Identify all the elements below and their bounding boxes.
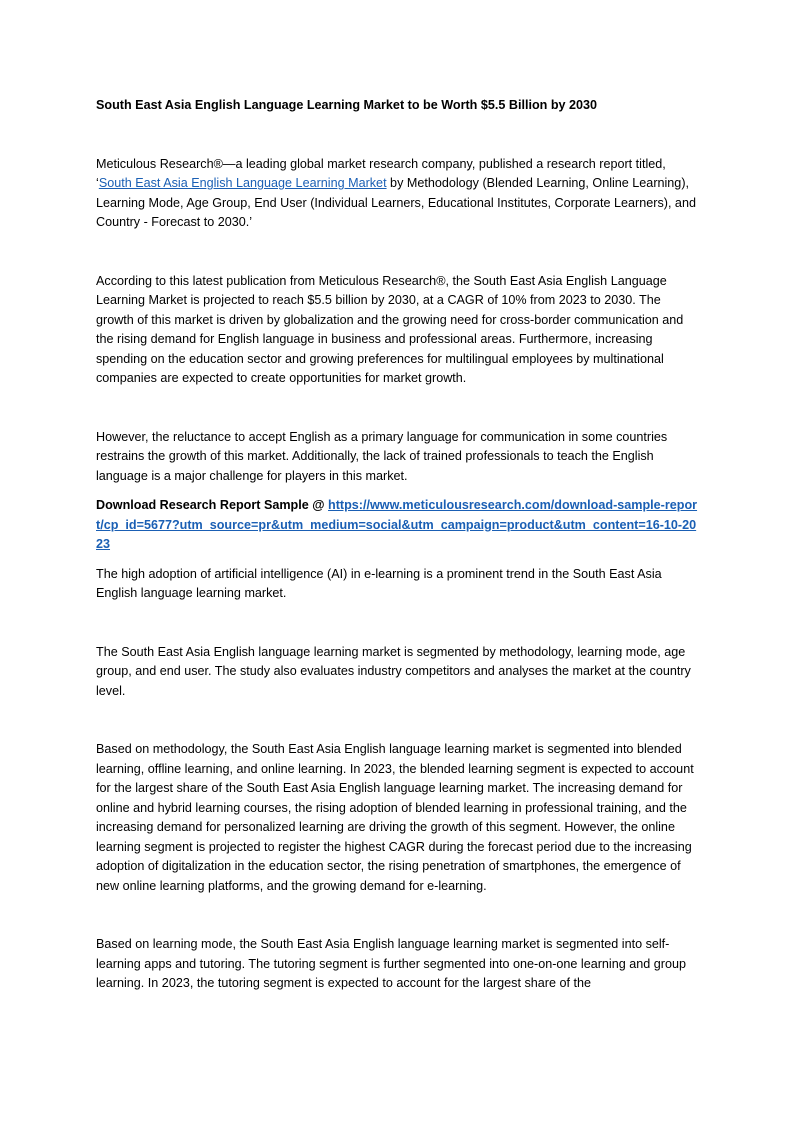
- segmentation-paragraph: The South East Asia English language learning market is segmented by methodology, learning mode, age group, and end user. The study also evaluates industry competitors and analyses the market at the country level.: [96, 644, 691, 698]
- methodology-paragraph: Based on methodology, the South East Asia English language learning market is segmented into blended learning, offline learning, and online learning. In 2023, the blended learning segment is expected to account for the largest share of the South East Asia English language learning market. The increasing demand for online and hybrid learning courses, the rising adoption of blended learning in professional training, and the increasing demand for personalized learning are driving the growth of this segment. However, the online learning segment is projected to register the highest CAGR during the forecast period due to the increasing adoption of digitalization in the education sector, the rising penetration of smartphones, the emergence of new online learning platforms, and the growing demand for e-learning.: [96, 742, 694, 893]
- document-page: [96, 96, 700, 994]
- intro-text-after: by Methodology (Blended Learning, Online Learning), Learning Mode, Age Group, End User (Individual Learners, Educational Institutes, Corporate Learners), and Country - Forecast to 2030.’: [96, 176, 696, 229]
- download-sample-link[interactable]: https://www.meticulousresearch.com/download-sample-report/cp_id=5677?utm_source=pr&utm_medium=social&utm_campaign=product&utm_content=16-10-2023: [96, 498, 698, 551]
- intro-text-before: Meticulous Research®—a leading global market research company, published a research report titled, ‘: [96, 156, 666, 190]
- restraints-paragraph: However, the reluctance to accept English as a primary language for communication in some countries restrains the growth of this market. Additionally, the lack of trained professionals to teach the English language is a major challenge for players in this market.: [96, 429, 668, 483]
- trend-paragraph: The high adoption of artificial intelligence (AI) in e-learning is a prominent trend in the South East Asia English language learning market.: [96, 566, 662, 600]
- market-projection-paragraph: According to this latest publication from Meticulous Research®, the South East Asia English Language Learning Market is projected to reach $5.5 billion by 2030, at a CAGR of 10% from 2023 to 2030. The growth of this market is driven by globalization and the growing need for cross-border communication and the rising demand for English language in business and professional areas. Furthermore, increasing spending on the education sector and growing preferences for multilingual employees by multinational companies are expected to create opportunities for market growth.: [96, 273, 684, 385]
- intro-paragraph: [96, 155, 700, 233]
- report-title-link[interactable]: South East Asia English Language Learning Market: [98, 176, 387, 190]
- download-sample-line: [96, 496, 700, 555]
- page-title: South East Asia English Language Learning Market to be Worth $5.5 Billion by 2030: [96, 98, 598, 112]
- download-label: Download Research Report Sample @: [96, 498, 329, 512]
- learning-mode-paragraph: Based on learning mode, the South East Asia English language learning market is segmented into self-learning apps and tutoring. The tutoring segment is further segmented into one-on-one learning and group learning. In 2023, the tutoring segment is expected to account for the largest share of the: [96, 937, 686, 990]
